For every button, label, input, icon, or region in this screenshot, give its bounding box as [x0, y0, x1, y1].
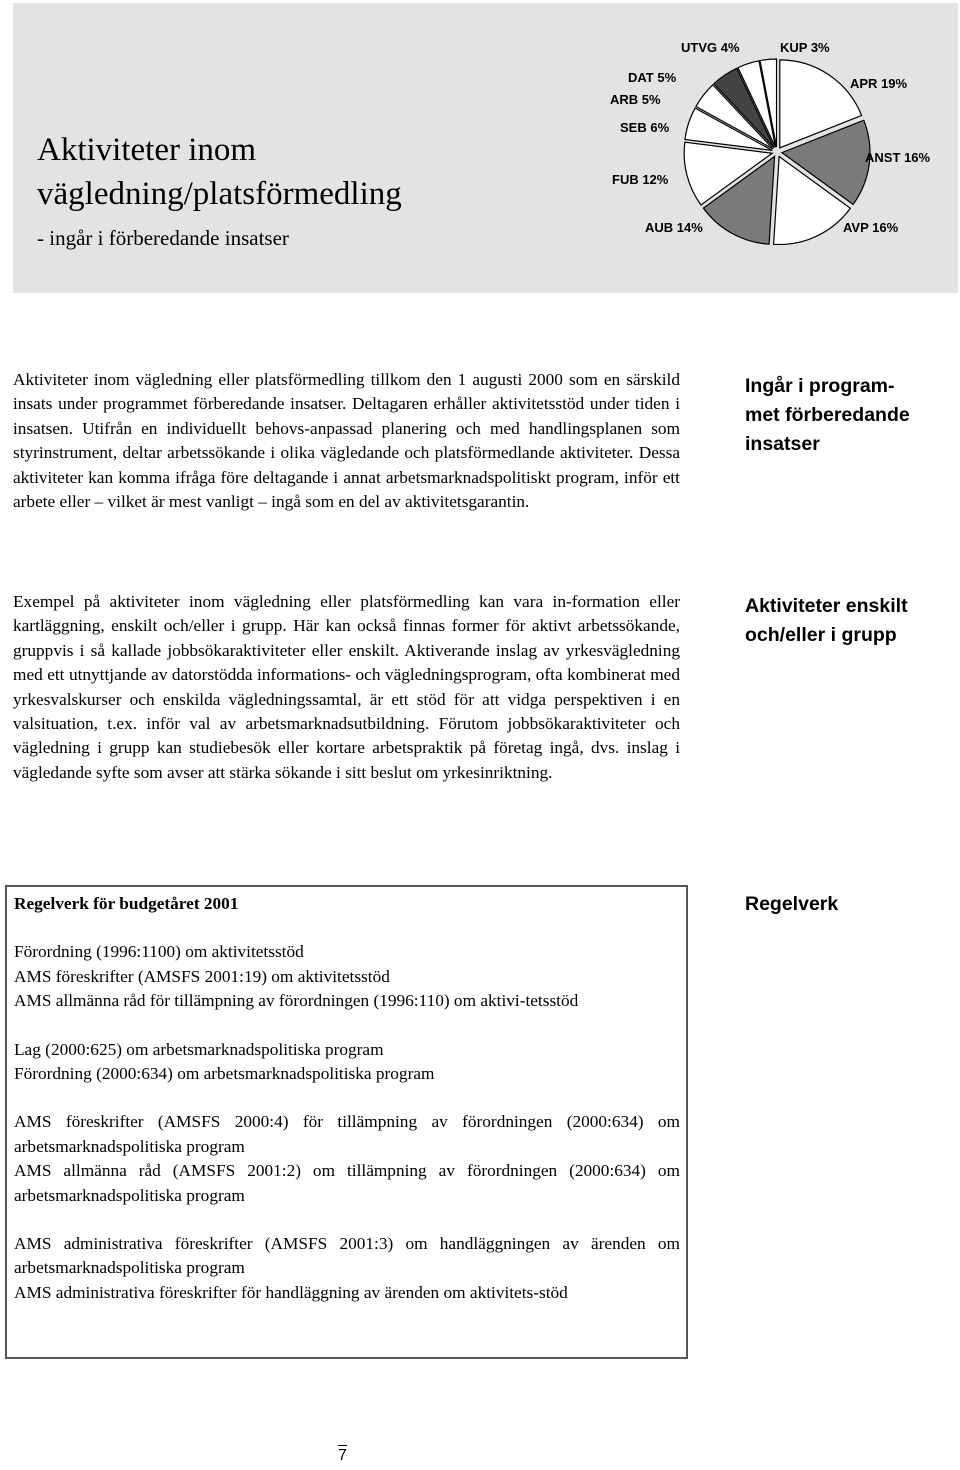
regelverk-group-1	[14, 940, 680, 1013]
regelverk-title: Regelverk för budgetåret 2001	[14, 894, 239, 913]
side-note-aktiviteter-line-1: Aktiviteter enskilt	[745, 595, 908, 617]
side-note-aktiviteter	[745, 592, 955, 650]
regelverk-item: AMS allmänna råd (AMSFS 2001:2) om tillämpning av förordningen (2000:634) om arbetsmarknadspolitiska program	[14, 1161, 680, 1205]
regelverk-group-3	[14, 1110, 680, 1208]
regelverk-group-4	[14, 1232, 680, 1305]
pie-label-dat: DAT 5%	[628, 70, 677, 85]
side-note-program-line-2: met förberedande	[745, 404, 910, 426]
regelverk-item: AMS föreskrifter (AMSFS 2000:4) för tillämpning av förordningen (2000:634) om arbetsmarknadspolitiska program	[14, 1112, 680, 1156]
side-note-regelverk: Regelverk	[745, 893, 839, 915]
regelverk-item: Förordning (1996:1100) om aktivitetsstöd	[14, 942, 304, 962]
pie-label-kup: KUP 3%	[780, 40, 830, 55]
regelverk-item: AMS föreskrifter (AMSFS 2001:19) om aktivitetsstöd	[14, 966, 390, 986]
pie-label-avp: AVP 16%	[843, 220, 899, 235]
paragraph-1: Aktiviteter inom vägledning eller platsförmedling tillkom den 1 augusti 2000 som en särskild insats under programmet förberedande insatser. Deltagaren erhåller aktivitetsstöd under tiden i insatsen. Utifrån en individuellt behovs-anpassad planering och med handlingsplanen som styrinstrument, deltar arbetssökande i olika vägledande och platsförmedlande aktiviteter. Dessa aktiviteter kan komma ifråga före deltagande i annat arbetsmarknadspolitiskt program, inför ett arbete eller – vilket är mest vanligt – ingå som en del av aktivitetsgarantin.	[13, 370, 680, 512]
page-title	[37, 128, 402, 216]
title-line-1: Aktiviteter inom	[37, 132, 257, 168]
pie-chart	[595, 40, 955, 245]
regelverk-item: Lag (2000:625) om arbetsmarknadspolitiska program	[14, 1039, 384, 1059]
side-note-program-line-1: Ingår i program-	[745, 375, 895, 397]
side-note-program	[745, 372, 955, 459]
side-note-program-line-3: insatser	[745, 433, 820, 455]
regelverk-item: AMS administrativa föreskrifter för handläggning av ärenden om aktivitets-stöd	[14, 1282, 568, 1302]
side-note-aktiviteter-line-2: och/eller i grupp	[745, 624, 897, 646]
regelverk-item: Förordning (2000:634) om arbetsmarknadspolitiska program	[14, 1064, 435, 1084]
regelverk-group-2	[14, 1038, 680, 1087]
pie-label-anst: ANST 16%	[865, 150, 931, 165]
regelverk-item: AMS administrativa föreskrifter (AMSFS 2001:3) om handläggningen av ärenden om arbetsmarknadspolitiska program	[14, 1234, 680, 1278]
regelverk-item: AMS allmänna råd för tillämpning av förordningen (1996:110) om aktivi-tetsstöd	[14, 991, 579, 1011]
pie-label-apr: APR 19%	[850, 76, 908, 91]
page-subtitle: - ingår i förberedande insatser	[37, 226, 289, 250]
paragraph-2: Exempel på aktiviteter inom vägledning eller platsförmedling kan vara in-formation eller kartläggning, enskilt och/eller i grupp. Här kan också finnas former för aktivt arbetssökande, gruppvis i så kallade jobbsökaraktiviteter eller enskilt. Aktiverande inslag av yrkesvägledning med ett utnyttjande av datorstödda informations- och vägledningsprogram, ofta kombinerat med yrkesvalskurser och enskilda vägledningssamtal, är ett stöd för att vidga perspektiven i en valsituation, t.ex. inför val av arbetsmarknadsutbildning. Förutom jobbsökaraktiviteter och vägledning i grupp kan studiebesök eller kortare arbetspraktik på företag ingå, dvs. inslag i vägledande syfte som avser att stärka sökande i sitt beslut om yrkesinriktning.	[13, 592, 680, 782]
pie-label-aub: AUB 14%	[645, 220, 703, 235]
pie-label-arb: ARB 5%	[610, 92, 661, 107]
title-line-2: vägledning/platsförmedling	[37, 176, 402, 212]
page-number: 7	[338, 1447, 347, 1464]
regelverk-box	[5, 885, 688, 1359]
pie-label-seb: SEB 6%	[620, 120, 670, 135]
pie-label-fub: FUB 12%	[612, 172, 669, 187]
pie-label-utvg: UTVG 4%	[681, 40, 740, 55]
